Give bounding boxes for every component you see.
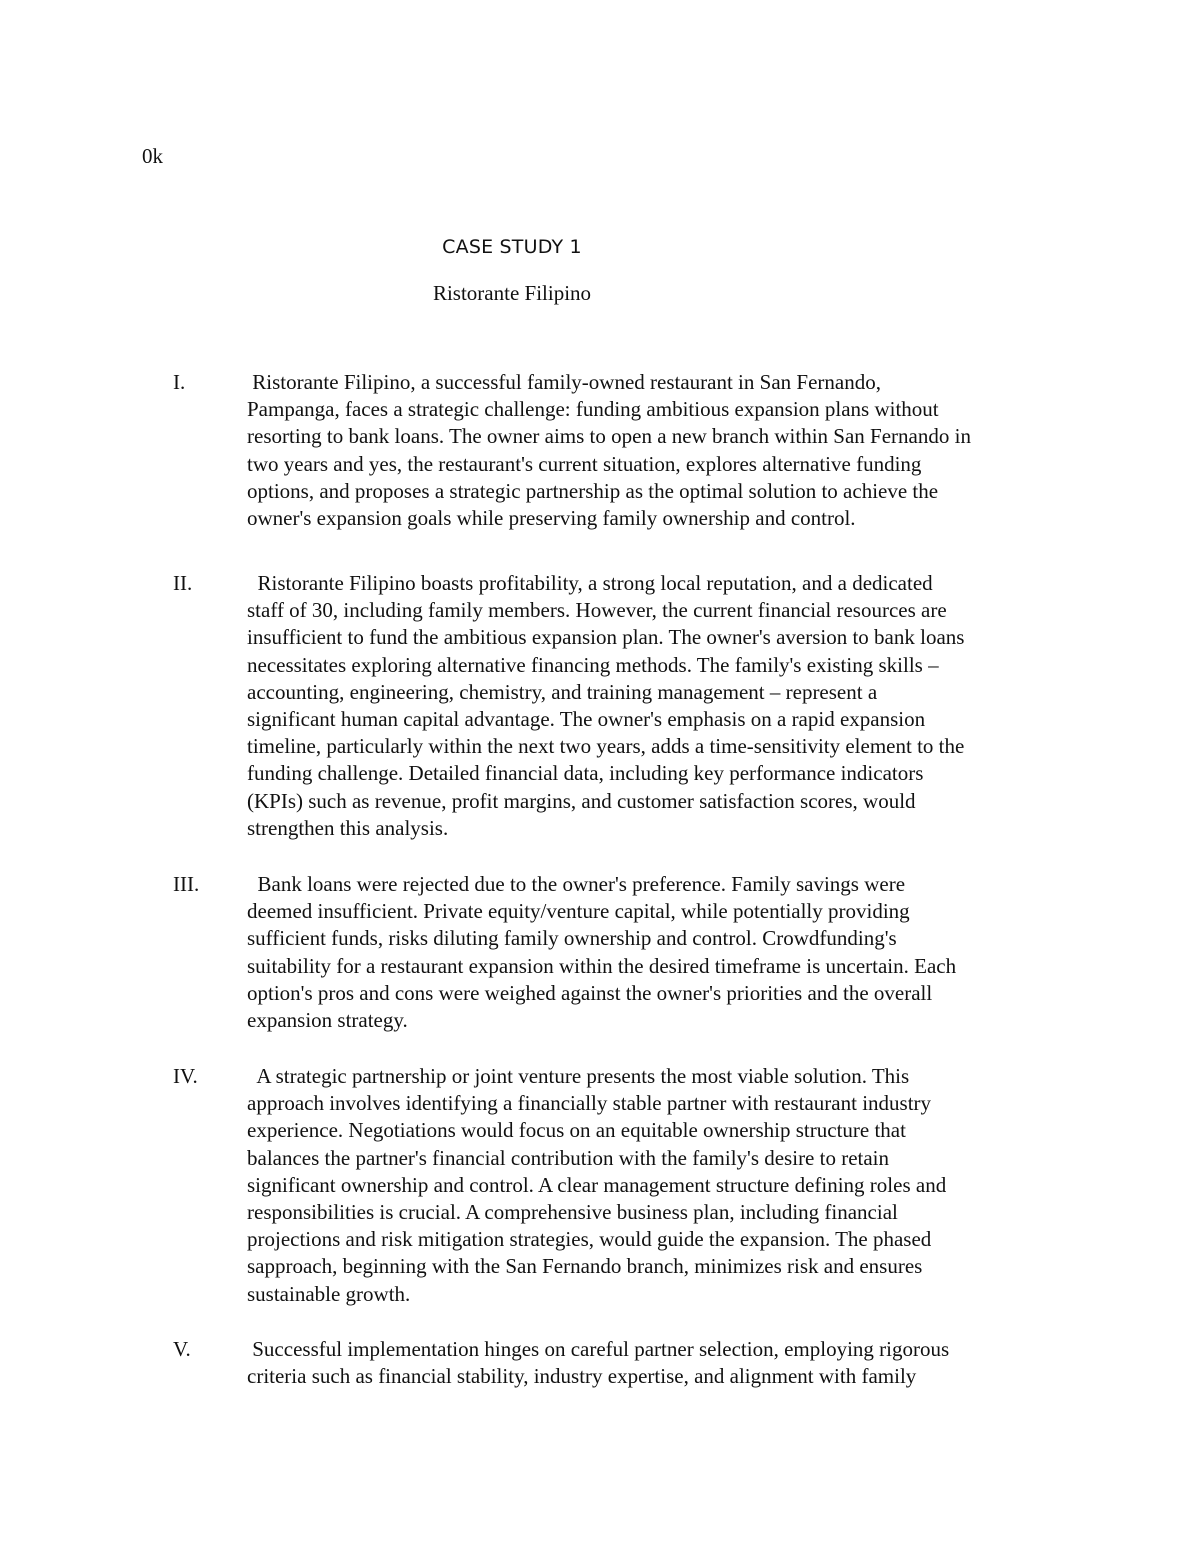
paragraph-line: option's pros and cons were weighed against the owner's priorities and the overall <box>247 980 933 1005</box>
paragraph-line: two years and yes, the restaurant's current situation, explores alternative funding <box>247 451 922 476</box>
paragraph-line: approach involves identifying a financially stable partner with restaurant industry <box>247 1091 932 1116</box>
paragraph-line: strengthen this analysis. <box>247 815 449 840</box>
paragraph-line: criteria such as financial stability, industry expertise, and alignment with family <box>247 1364 917 1389</box>
paragraph-line: expansion strategy. <box>247 1007 408 1032</box>
section-paragraph <box>247 1336 1067 1390</box>
section-paragraph <box>247 1063 1067 1308</box>
paragraph-line: resorting to bank loans. The owner aims to open a new branch within San Fernando in <box>247 424 971 449</box>
paragraph-line: balances the partner's financial contribution with the family's desire to retain <box>247 1145 890 1170</box>
page-title: CASE STUDY 1 <box>442 236 582 258</box>
paragraph-line: experience. Negotiations would focus on an equitable ownership structure that <box>247 1118 906 1143</box>
paragraph-line: funding challenge. Detailed financial data, including key performance indicators <box>247 761 924 786</box>
paragraph-line: deemed insufficient. Private equity/venture capital, while potentially providing <box>247 899 910 924</box>
section-paragraph <box>247 570 1067 842</box>
paragraph-line: Ristorante Filipino, a successful family-owned restaurant in San Fernando, <box>247 370 881 394</box>
section-paragraph <box>247 369 1067 532</box>
paragraph-line: A strategic partnership or joint venture presents the most viable solution. This <box>247 1064 910 1088</box>
paragraph-line: staff of 30, including family members. However, the current financial resources are <box>247 598 947 623</box>
section-numeral: I. <box>173 370 186 394</box>
paragraph-line: options, and proposes a strategic partnership as the optimal solution to achieve the <box>247 478 939 503</box>
paragraph-line: suitability for a restaurant expansion within the desired timeframe is uncertain. Each <box>247 953 957 978</box>
paragraph-line: Bank loans were rejected due to the owner's preference. Family savings were <box>247 872 906 896</box>
section-numeral: II. <box>173 571 193 595</box>
top-note: 0k <box>142 144 163 168</box>
paragraph-line: sufficient funds, risks diluting family ownership and control. Crowdfunding's <box>247 926 897 951</box>
paragraph-line: projections and risk mitigation strategies, would guide the expansion. The phased <box>247 1227 932 1252</box>
paragraph-line: responsibilities is crucial. A comprehensive business plan, including financial <box>247 1199 898 1224</box>
paragraph-line: timeline, particularly within the next two years, adds a time-sensitivity element to the <box>247 734 965 759</box>
paragraph-line: sapproach, beginning with the San Fernando branch, minimizes risk and ensures <box>247 1254 923 1279</box>
page-subtitle: Ristorante Filipino <box>432 281 592 305</box>
paragraph-line: insufficient to fund the ambitious expansion plan. The owner's aversion to bank loans <box>247 625 965 650</box>
paragraph-line: significant human capital advantage. The owner's emphasis on a rapid expansion <box>247 706 926 731</box>
paragraph-line: Ristorante Filipino boasts profitability, a strong local reputation, and a dedicated <box>247 571 933 595</box>
paragraph-line: necessitates exploring alternative financing methods. The family's existing skills – <box>247 652 939 677</box>
paragraph-line: Successful implementation hinges on careful partner selection, employing rigorous <box>247 1337 950 1361</box>
paragraph-line: significant ownership and control. A clear management structure defining roles and <box>247 1172 947 1197</box>
paragraph-line: owner's expansion goals while preserving family ownership and control. <box>247 505 856 530</box>
paragraph-line: sustainable growth. <box>247 1281 411 1306</box>
section-paragraph <box>247 871 1067 1034</box>
section-numeral: V. <box>173 1337 191 1361</box>
paragraph-line: Pampanga, faces a strategic challenge: funding ambitious expansion plans without <box>247 397 939 422</box>
section-numeral: IV. <box>173 1064 198 1088</box>
paragraph-line: (KPIs) such as revenue, profit margins, and customer satisfaction scores, would <box>247 788 916 813</box>
section-numeral: III. <box>173 872 200 896</box>
paragraph-line: accounting, engineering, chemistry, and training management – represent a <box>247 679 878 704</box>
